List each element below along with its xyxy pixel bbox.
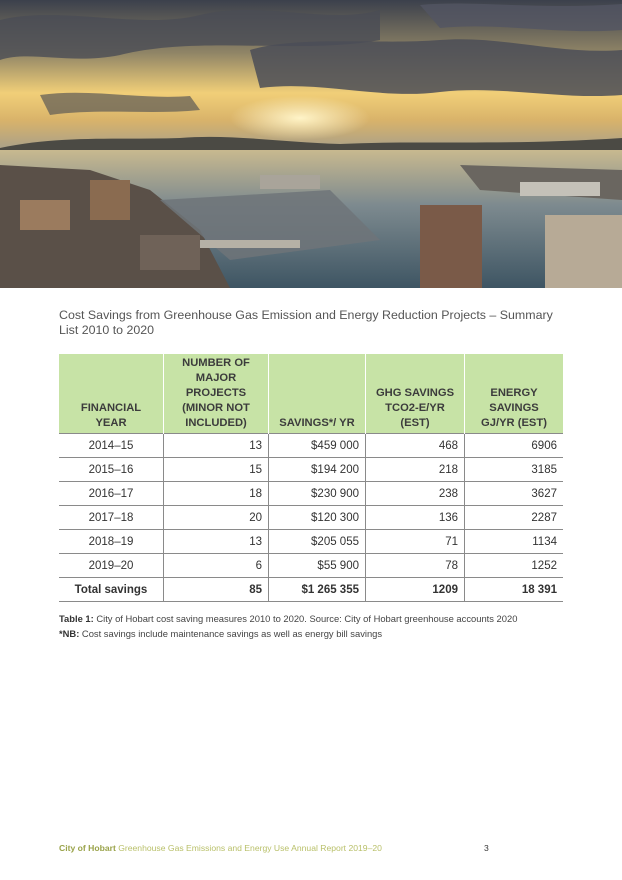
table-total-row bbox=[59, 578, 563, 602]
cell-year: 2014–15 bbox=[59, 434, 164, 458]
cell-energy: 3627 bbox=[465, 482, 564, 506]
cell-energy: 3185 bbox=[465, 458, 564, 482]
table-header-row bbox=[59, 354, 563, 434]
cell-projects: 20 bbox=[164, 506, 269, 530]
header-ghg-savings: GHG SAVINGS TCO2-E/YR (EST) bbox=[366, 354, 465, 434]
cell-year: 2018–19 bbox=[59, 530, 164, 554]
cell-year: 2017–18 bbox=[59, 506, 164, 530]
table-row bbox=[59, 482, 563, 506]
cell-energy: 1134 bbox=[465, 530, 564, 554]
cell-total-energy: 18 391 bbox=[465, 578, 564, 602]
header-financial-year: FINANCIAL YEAR bbox=[59, 354, 164, 434]
cell-projects: 6 bbox=[164, 554, 269, 578]
cell-total-label: Total savings bbox=[59, 578, 164, 602]
cost-savings-table bbox=[59, 354, 563, 602]
table-row bbox=[59, 554, 563, 578]
table-row bbox=[59, 434, 563, 458]
table-source-note bbox=[59, 613, 559, 625]
cell-savings: $55 900 bbox=[269, 554, 366, 578]
header-projects: NUMBER OF MAJOR PROJECTS (MINOR NOT INCLUDED) bbox=[164, 354, 269, 434]
nb-note-label: *NB: bbox=[59, 628, 80, 639]
cell-year: 2015–16 bbox=[59, 458, 164, 482]
footer-org: City of Hobart bbox=[59, 843, 116, 853]
cell-total-savings: $1 265 355 bbox=[269, 578, 366, 602]
footer-report-title: Greenhouse Gas Emissions and Energy Use Annual Report 2019–20 bbox=[118, 843, 382, 853]
table-row bbox=[59, 530, 563, 554]
cell-projects: 13 bbox=[164, 530, 269, 554]
cell-ghg: 238 bbox=[366, 482, 465, 506]
table-note-text: City of Hobart cost saving measures 2010 to 2020. Source: City of Hobart greenhouse accounts 2020 bbox=[96, 613, 518, 624]
cell-savings: $194 200 bbox=[269, 458, 366, 482]
cell-projects: 18 bbox=[164, 482, 269, 506]
harbour-illustration bbox=[0, 0, 622, 288]
cell-ghg: 218 bbox=[366, 458, 465, 482]
table-caption-title: Cost Savings from Greenhouse Gas Emission and Energy Reduction Projects – Summary List 2010 to 2020 bbox=[59, 308, 553, 337]
cell-total-projects: 85 bbox=[164, 578, 269, 602]
cell-ghg: 136 bbox=[366, 506, 465, 530]
table-row bbox=[59, 506, 563, 530]
header-savings: SAVINGS*/ YR bbox=[269, 354, 366, 434]
cell-ghg: 468 bbox=[366, 434, 465, 458]
cell-year: 2019–20 bbox=[59, 554, 164, 578]
cell-savings: $205 055 bbox=[269, 530, 366, 554]
nb-note-text: Cost savings include maintenance savings as well as energy bill savings bbox=[81, 628, 383, 639]
hero-harbour-photo bbox=[0, 0, 622, 288]
cell-savings: $459 000 bbox=[269, 434, 366, 458]
cell-energy: 1252 bbox=[465, 554, 564, 578]
cell-total-ghg: 1209 bbox=[366, 578, 465, 602]
nb-note bbox=[59, 628, 559, 640]
cell-ghg: 71 bbox=[366, 530, 465, 554]
cell-projects: 13 bbox=[164, 434, 269, 458]
cell-energy: 2287 bbox=[465, 506, 564, 530]
page-footer bbox=[59, 843, 499, 853]
header-energy-savings: ENERGY SAVINGS GJ/YR (EST) bbox=[465, 354, 564, 434]
cell-ghg: 78 bbox=[366, 554, 465, 578]
cell-year: 2016–17 bbox=[59, 482, 164, 506]
cell-savings: $120 300 bbox=[269, 506, 366, 530]
cell-energy: 6906 bbox=[465, 434, 564, 458]
cell-projects: 15 bbox=[164, 458, 269, 482]
table-note-label: Table 1: bbox=[59, 613, 94, 624]
cell-savings: $230 900 bbox=[269, 482, 366, 506]
table-row bbox=[59, 458, 563, 482]
page-number: 3 bbox=[484, 843, 489, 853]
